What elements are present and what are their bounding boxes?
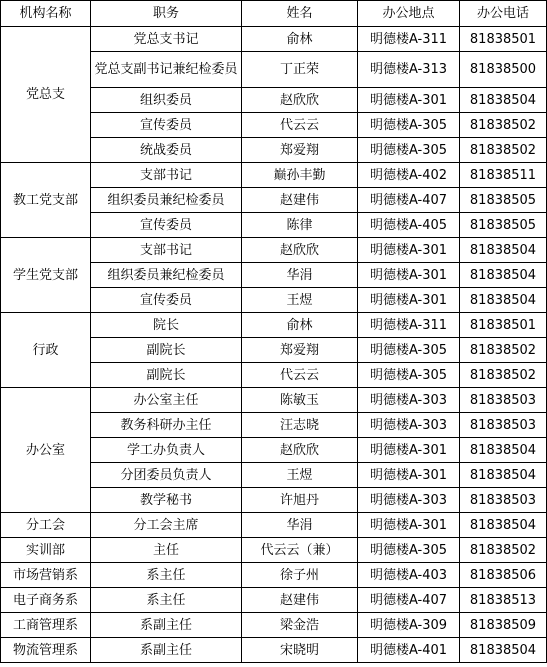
name-cell: 赵建伟 (242, 188, 358, 213)
name-cell: 俞林 (242, 27, 358, 52)
position-cell: 办公室主任 (91, 388, 242, 413)
table-row (1, 638, 547, 663)
phone-cell: 81838513 (460, 588, 547, 613)
position-cell: 支部书记 (91, 163, 242, 188)
header-org: 机构名称 (1, 1, 91, 27)
name-cell: 赵欣欣 (242, 438, 358, 463)
phone-cell: 81838505 (460, 213, 547, 238)
name-cell: 王煜 (242, 463, 358, 488)
phone-cell: 81838504 (460, 638, 547, 663)
office-cell: 明德楼A-305 (358, 338, 460, 363)
phone-cell: 81838504 (460, 288, 547, 313)
name-cell: 郑爱翔 (242, 338, 358, 363)
position-cell: 宣传委员 (91, 113, 242, 138)
table-row (1, 563, 547, 588)
name-cell: 代云云（兼） (242, 538, 358, 563)
office-cell: 明德楼A-301 (358, 88, 460, 113)
table-row (1, 513, 547, 538)
position-cell: 主任 (91, 538, 242, 563)
name-cell: 徐子州 (242, 563, 358, 588)
name-cell: 丁正荣 (242, 52, 358, 88)
org-cell: 学生党支部 (1, 238, 91, 313)
position-cell: 院长 (91, 313, 242, 338)
table-header-row (1, 1, 547, 27)
office-cell: 明德楼A-301 (358, 238, 460, 263)
office-cell: 明德楼A-401 (358, 638, 460, 663)
office-cell: 明德楼A-403 (358, 563, 460, 588)
phone-cell: 81838503 (460, 413, 547, 438)
position-cell: 教务科研办主任 (91, 413, 242, 438)
header-position: 职务 (91, 1, 242, 27)
office-cell: 明德楼A-303 (358, 388, 460, 413)
org-cell: 教工党支部 (1, 163, 91, 238)
office-cell: 明德楼A-305 (358, 538, 460, 563)
table-row (1, 313, 547, 338)
position-cell: 系主任 (91, 588, 242, 613)
position-cell: 副院长 (91, 338, 242, 363)
name-cell: 代云云 (242, 113, 358, 138)
position-cell: 组织委员兼纪检委员 (91, 188, 242, 213)
position-cell: 党总支副书记兼纪检委员 (91, 52, 242, 88)
office-cell: 明德楼A-313 (358, 52, 460, 88)
office-cell: 明德楼A-311 (358, 27, 460, 52)
office-cell: 明德楼A-301 (358, 288, 460, 313)
phone-cell: 81838505 (460, 188, 547, 213)
org-cell: 分工会 (1, 513, 91, 538)
table-row (1, 388, 547, 413)
office-cell: 明德楼A-405 (358, 213, 460, 238)
name-cell: 许旭丹 (242, 488, 358, 513)
phone-cell: 81838504 (460, 438, 547, 463)
position-cell: 教学秘书 (91, 488, 242, 513)
office-cell: 明德楼A-301 (358, 263, 460, 288)
phone-cell: 81838502 (460, 363, 547, 388)
phone-cell: 81838504 (460, 263, 547, 288)
office-cell: 明德楼A-301 (358, 513, 460, 538)
name-cell: 郑爱翔 (242, 138, 358, 163)
name-cell: 汪志晓 (242, 413, 358, 438)
header-name: 姓名 (242, 1, 358, 27)
name-cell: 华涓 (242, 263, 358, 288)
position-cell: 党总支书记 (91, 27, 242, 52)
name-cell: 俞林 (242, 313, 358, 338)
office-cell: 明德楼A-303 (358, 413, 460, 438)
office-cell: 明德楼A-305 (358, 113, 460, 138)
office-cell: 明德楼A-303 (358, 488, 460, 513)
position-cell: 系副主任 (91, 638, 242, 663)
org-cell: 电子商务系 (1, 588, 91, 613)
name-cell: 代云云 (242, 363, 358, 388)
position-cell: 分团委员负责人 (91, 463, 242, 488)
office-cell: 明德楼A-301 (358, 438, 460, 463)
position-cell: 统战委员 (91, 138, 242, 163)
position-cell: 系主任 (91, 563, 242, 588)
name-cell: 赵欣欣 (242, 88, 358, 113)
table-row (1, 238, 547, 263)
phone-cell: 81838504 (460, 463, 547, 488)
org-cell: 办公室 (1, 388, 91, 513)
phone-cell: 81838506 (460, 563, 547, 588)
phone-cell: 81838502 (460, 138, 547, 163)
position-cell: 组织委员 (91, 88, 242, 113)
table-row (1, 613, 547, 638)
table-row (1, 538, 547, 563)
org-cell: 工商管理系 (1, 613, 91, 638)
name-cell: 赵欣欣 (242, 238, 358, 263)
position-cell: 宣传委员 (91, 213, 242, 238)
phone-cell: 81838501 (460, 27, 547, 52)
name-cell: 王煜 (242, 288, 358, 313)
name-cell: 陈律 (242, 213, 358, 238)
org-cell: 实训部 (1, 538, 91, 563)
position-cell: 组织委员兼纪检委员 (91, 263, 242, 288)
phone-cell: 81838511 (460, 163, 547, 188)
office-cell: 明德楼A-407 (358, 188, 460, 213)
org-cell: 行政 (1, 313, 91, 388)
table-row (1, 588, 547, 613)
name-cell: 梁金浩 (242, 613, 358, 638)
position-cell: 学工办负责人 (91, 438, 242, 463)
name-cell: 华涓 (242, 513, 358, 538)
position-cell: 分工会主席 (91, 513, 242, 538)
office-cell: 明德楼A-309 (358, 613, 460, 638)
org-cell: 物流管理系 (1, 638, 91, 663)
header-phone: 办公电话 (460, 1, 547, 27)
phone-cell: 81838503 (460, 388, 547, 413)
name-cell: 陈敏玉 (242, 388, 358, 413)
org-cell: 市场营销系 (1, 563, 91, 588)
phone-cell: 81838502 (460, 338, 547, 363)
office-cell: 明德楼A-407 (358, 588, 460, 613)
name-cell: 宋晓明 (242, 638, 358, 663)
phone-cell: 81838501 (460, 313, 547, 338)
position-cell: 系副主任 (91, 613, 242, 638)
phone-cell: 81838502 (460, 113, 547, 138)
org-cell: 党总支 (1, 27, 91, 163)
phone-cell: 81838503 (460, 488, 547, 513)
office-cell: 明德楼A-402 (358, 163, 460, 188)
name-cell: 赵建伟 (242, 588, 358, 613)
phone-cell: 81838509 (460, 613, 547, 638)
header-office: 办公地点 (358, 1, 460, 27)
phone-cell: 81838504 (460, 88, 547, 113)
phone-cell: 81838500 (460, 52, 547, 88)
phone-cell: 81838504 (460, 513, 547, 538)
office-cell: 明德楼A-305 (358, 363, 460, 388)
phone-cell: 81838504 (460, 238, 547, 263)
table-row (1, 27, 547, 52)
office-cell: 明德楼A-305 (358, 138, 460, 163)
name-cell: 巅孙丰勤 (242, 163, 358, 188)
office-cell: 明德楼A-301 (358, 463, 460, 488)
position-cell: 宣传委员 (91, 288, 242, 313)
office-cell: 明德楼A-311 (358, 313, 460, 338)
table-row (1, 163, 547, 188)
phone-cell: 81838502 (460, 538, 547, 563)
position-cell: 支部书记 (91, 238, 242, 263)
position-cell: 副院长 (91, 363, 242, 388)
